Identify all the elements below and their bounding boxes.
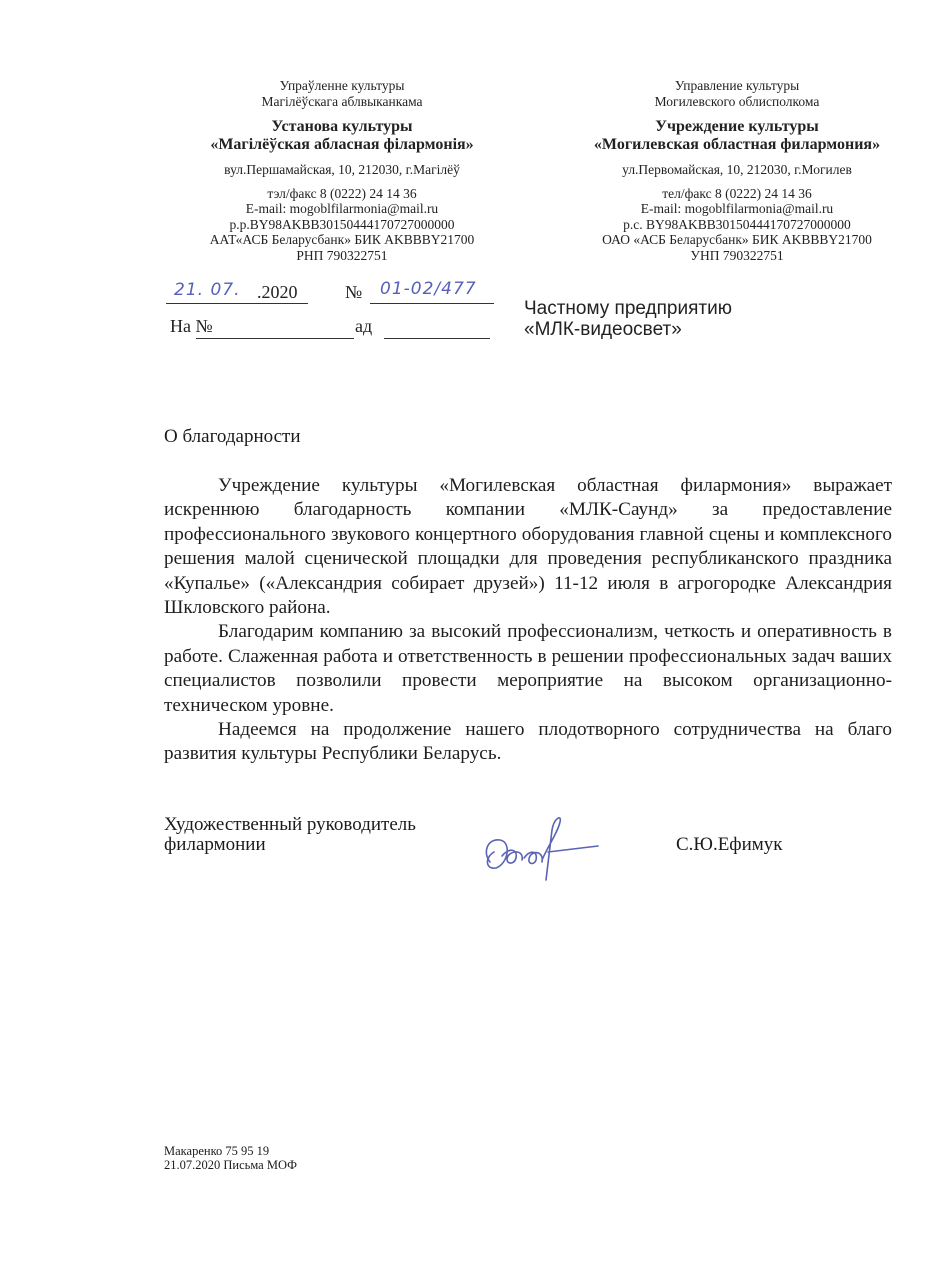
handwritten-doc-number: 01-02/477 (380, 279, 477, 299)
reply-from-underline (384, 338, 490, 339)
org-phone: тэл/факс 8 (0222) 24 14 36 (267, 185, 417, 201)
reply-number-underline (196, 338, 354, 339)
date-underline (166, 303, 308, 304)
letterhead-belarusian (172, 78, 512, 263)
letterhead-russian (567, 78, 907, 263)
reply-from-label: ад (355, 316, 373, 336)
handwritten-signature (478, 812, 608, 892)
org-tax-id: РНП 790322751 (296, 247, 388, 263)
org-email: E-mail: mogoblfilarmonia@mail.ru (245, 201, 439, 216)
document-year: .2020 (257, 282, 298, 302)
executor-contact: Макаренко 75 95 19 (164, 1144, 270, 1158)
signatory-title (164, 815, 416, 855)
org-account: р.р.BY98AKBB30150444170727000000 (229, 216, 455, 232)
file-reference: 21.07.2020 Письма МОФ (164, 1158, 298, 1172)
org-address: вул.Першамайская, 10, 212030, г.Магілёў (224, 162, 460, 177)
body-paragraph-3: Надеемся на продолжение нашего плодотворного сотрудничества на благо развития культуры Республики Беларусь. (164, 719, 892, 765)
handwritten-date: 21. 07. (174, 280, 241, 300)
addressee (524, 298, 732, 340)
org-bank: ОАО «АСБ Беларусбанк» БИК AKBBBY21700 (602, 232, 872, 247)
org-email: E-mail: mogoblfilarmonia@mail.ru (640, 201, 834, 216)
ministry-line1: Управление культуры (674, 78, 800, 93)
org-account: р.с. BY98AKBB30150444170727000000 (623, 216, 851, 232)
signatory-name: С.Ю.Ефимук (676, 834, 783, 855)
body-paragraph-1: Учреждение культуры «Могилевская областная филармония» выражает искреннюю благодарность компании «МЛК-Саунд» за предоставление профессионального звукового концертного оборудования главной сцены и комплексного решения малой сценической площадки для проведения республиканского праздника «Купалье» («Александрия собирает друзей») 11-12 июля в агрогородке Александрия Шкловского района. (164, 475, 892, 619)
org-phone: тел/факс 8 (0222) 24 14 36 (662, 185, 812, 201)
ministry-line2: Магілёўскага аблвыканкама (261, 93, 423, 109)
org-bank: ААТ«АСБ Беларусбанк» БИК AKBBBY21700 (209, 232, 475, 247)
executor-footer (164, 1144, 297, 1172)
signatory-title-line2: филармонии (164, 834, 266, 855)
org-name-line2: «Могилевская областная филармония» (593, 136, 881, 153)
org-name-line1: Установа культуры (271, 118, 413, 135)
addressee-line2: «МЛК-видеосвет» (524, 319, 682, 340)
number-sign: № (345, 282, 363, 302)
body-paragraph-2: Благодарим компанию за высокий профессионализм, четкость и оперативность в работе. Слаженная работа и ответственность в решении профессиональных задач ваших специалистов позволили провести мероприятие на высоком организационно-техническом уровне. (164, 621, 892, 716)
signatory-title-line1: Художественный руководитель (164, 814, 416, 835)
letter-body (164, 474, 892, 767)
ministry-line2: Могилевского облисполкома (654, 93, 820, 109)
addressee-line1: Частному предприятию (524, 298, 732, 319)
org-address: ул.Первомайская, 10, 212030, г.Могилев (622, 162, 852, 177)
letter-subject: О благодарности (164, 426, 301, 447)
org-name-line2: «Магілёўская абласная філармонія» (210, 136, 474, 153)
number-underline (370, 303, 494, 304)
ministry-line1: Упраўленне культуры (279, 78, 405, 93)
org-tax-id: УНП 790322751 (690, 247, 784, 263)
org-name-line1: Учреждение культуры (655, 118, 819, 135)
reply-number-label: На № (170, 316, 213, 336)
